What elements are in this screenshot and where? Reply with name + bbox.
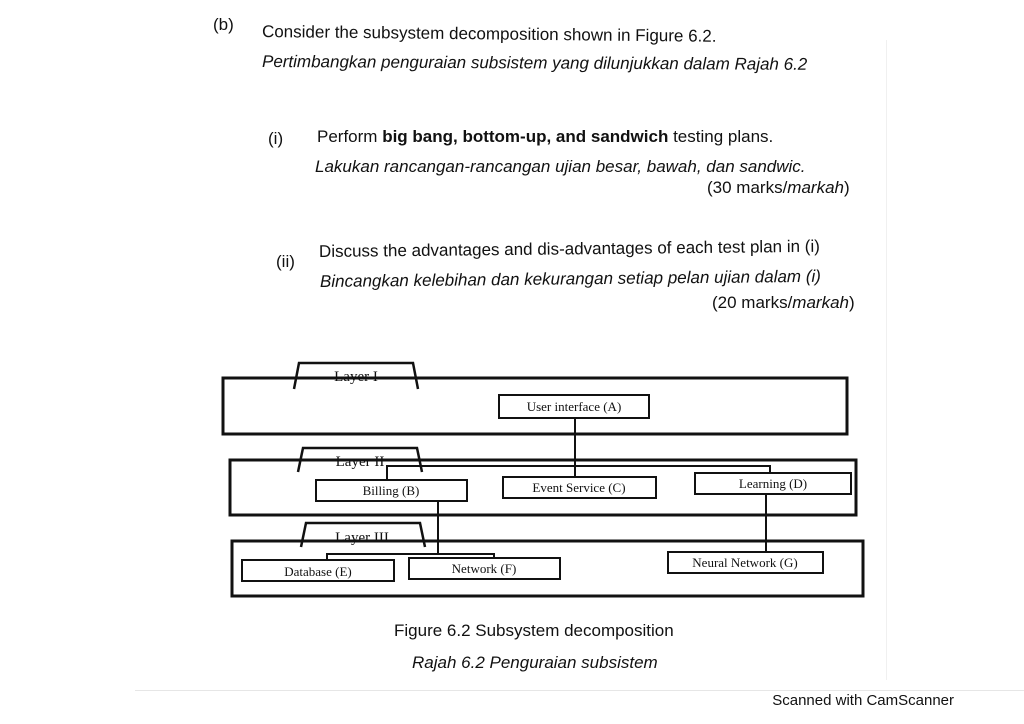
question-text-ms: Pertimbangkan penguraian subsistem yang dilunjukkan dalam Rajah 6.2 xyxy=(261,52,808,74)
scanner-watermark: Scanned with CamScanner xyxy=(772,692,954,709)
subsystem-database-label: Database (E) xyxy=(284,564,352,579)
part-i-label: (i) xyxy=(268,129,284,148)
part-i-marks: (30 marks/markah) xyxy=(707,178,850,197)
scan-edge-line xyxy=(886,40,887,680)
figure-caption-ms: Rajah 6.2 Penguraian subsistem xyxy=(412,653,658,672)
part-i-text-ms: Lakukan rancangan-rancangan ujian besar, bawah, dan sandwic. xyxy=(315,157,806,176)
part-ii-text-ms: Bincangkan kelebihan dan kekurangan setiap pelan ujian dalam (i) xyxy=(319,266,821,291)
part-ii-text-en: Discuss the advantages and dis-advantages of each test plan in (i) xyxy=(318,236,820,261)
part-ii-marks: (20 marks/markah) xyxy=(712,293,855,312)
part-i-text-en: Perform big bang, bottom-up, and sandwich testing plans. xyxy=(317,127,774,146)
layer-2-label: Layer II xyxy=(335,454,385,470)
figure-caption-en: Figure 6.2 Subsystem decomposition xyxy=(394,621,674,640)
question-text-en: Consider the subsystem decomposition shown in Figure 6.2. xyxy=(261,22,717,46)
question-label: (b) xyxy=(213,15,234,34)
subsystem-network-label: Network (F) xyxy=(451,561,517,576)
subsystem-billing-label: Billing (B) xyxy=(362,483,420,498)
subsystem-learning-label: Learning (D) xyxy=(738,476,808,491)
subsystem-event-service-label: Event Service (C) xyxy=(532,480,626,495)
layer-1-label: Layer I xyxy=(334,369,378,385)
subsystem-neural-network-label: Neural Network (G) xyxy=(692,555,798,570)
part-ii-label: (ii) xyxy=(276,252,295,271)
layer-3-label: Layer III xyxy=(335,530,389,546)
footer-divider xyxy=(135,690,1024,691)
subsystem-user-interface-label: User interface (A) xyxy=(526,399,622,414)
